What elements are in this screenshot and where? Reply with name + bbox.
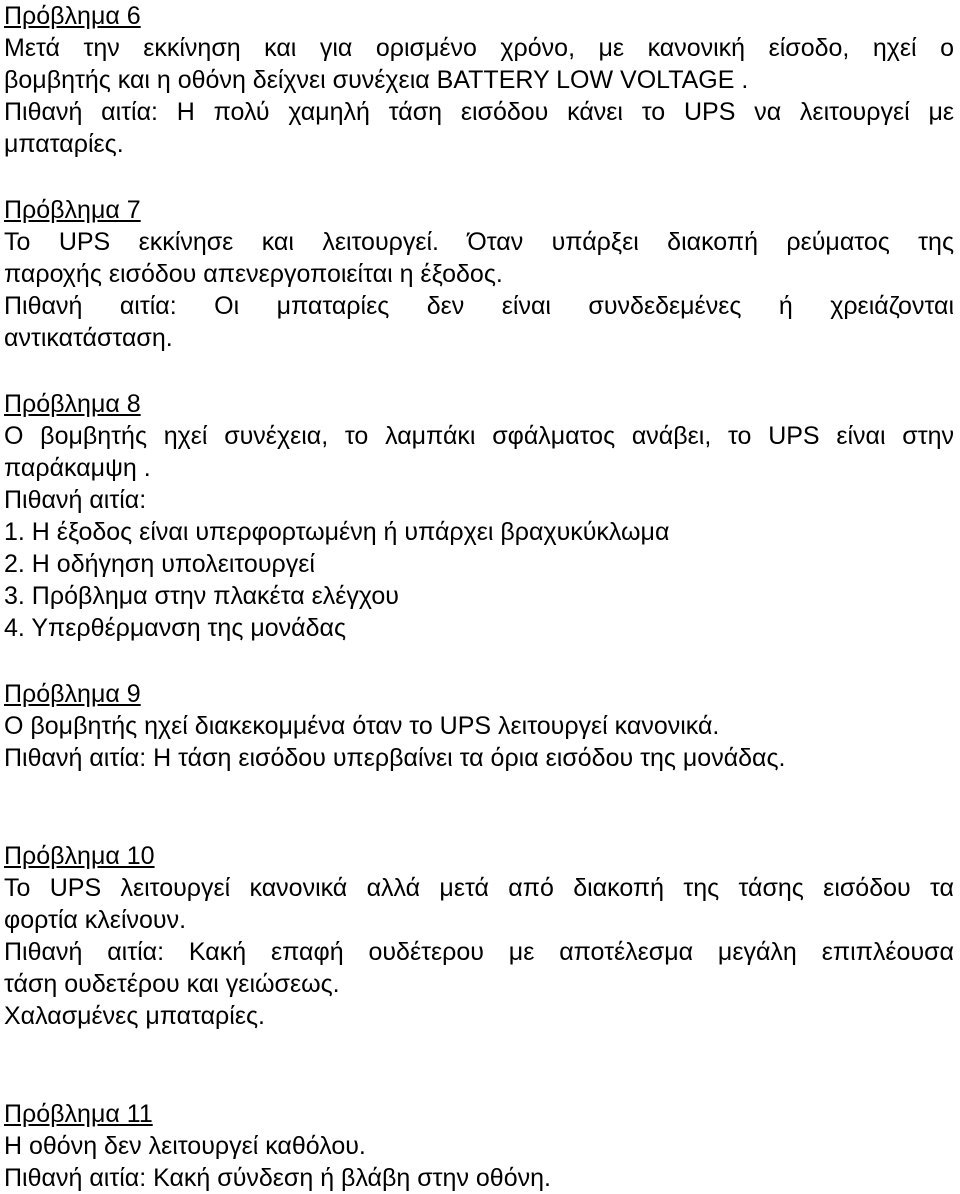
problem-8-description-line-2: παράκαμψη .	[4, 454, 151, 482]
section-spacer	[4, 644, 954, 678]
problem-11-cause-line-1: Πιθανή αιτία: Κακή σύνδεση ή βλάβη στην οθόνη.	[4, 1164, 551, 1192]
problem-8-cause-item-2: 2. Η οδήγηση υπολειτουργεί	[4, 550, 315, 578]
problem-7-cause-line-2: αντικατάσταση.	[4, 324, 173, 352]
problem-8-cause-item-1: 1. Η έξοδος είναι υπερφορτωμένη ή υπάρχει βραχυκύκλωμα	[4, 518, 670, 546]
problem-9-description-line-1: Ο βομβητής ηχεί διακεκομμένα όταν το UPS λειτουργεί κανονικά.	[4, 712, 720, 740]
problem-6-cause-line-2: μπαταρίες.	[4, 130, 124, 158]
problem-7-section	[4, 194, 954, 354]
problem-7-description-line-2: παροχής εισόδου απενεργοποιείται η έξοδος.	[4, 260, 503, 288]
problem-8-cause-item-3: 3. Πρόβλημα στην πλακέτα ελέγχου	[4, 582, 399, 610]
problem-8-section	[4, 388, 954, 644]
problem-7-heading: Πρόβλημα 7	[4, 196, 141, 224]
problem-8-heading: Πρόβλημα 8	[4, 390, 141, 418]
problem-10-section	[4, 840, 954, 1032]
problem-10-cause-line-1: Πιθανή αιτία: Κακή επαφή ουδέτερου με αποτέλεσμα μεγάλη επιπλέουσα	[4, 938, 954, 966]
problem-6-section	[4, 0, 954, 160]
section-spacer	[4, 354, 954, 388]
problem-9-cause-line-1: Πιθανή αιτία: Η τάση εισόδου υπερβαίνει τα όρια εισόδου της μονάδας.	[4, 744, 786, 772]
problem-9-heading: Πρόβλημα 9	[4, 680, 141, 708]
problem-7-description-line-1: Το UPS εκκίνησε και λειτουργεί. Όταν υπάρξει διακοπή ρεύματος της	[4, 228, 954, 256]
problem-8-cause-label: Πιθανή αιτία:	[4, 486, 147, 514]
problem-6-description-line-2: βομβητής και η οθόνη δείχνει συνέχεια BATTERY LOW VOLTAGE .	[4, 66, 749, 94]
problem-6-description-line-1: Μετά την εκκίνηση και για ορισμένο χρόνο, με κανονική είσοδο, ηχεί ο	[4, 34, 954, 62]
problem-10-description-line-2: φορτία κλείνουν.	[4, 906, 187, 934]
section-spacer	[4, 1032, 954, 1098]
problem-8-cause-item-4: 4. Υπερθέρμανση της μονάδας	[4, 614, 346, 642]
problem-10-description-line-1: Το UPS λειτουργεί κανονικά αλλά μετά από διακοπή της τάσης εισόδου τα	[4, 874, 954, 902]
section-spacer	[4, 774, 954, 840]
problem-7-cause-line-1: Πιθανή αιτία: Οι μπαταρίες δεν είναι συνδεδεμένες ή χρειάζονται	[4, 292, 954, 320]
document-page	[4, 0, 954, 1194]
problem-10-cause-line-3: Χαλασμένες μπαταρίες.	[4, 1002, 265, 1030]
problem-10-heading: Πρόβλημα 10	[4, 842, 155, 870]
problem-11-section	[4, 1098, 954, 1194]
problem-11-description-line-1: Η οθόνη δεν λειτουργεί καθόλου.	[4, 1132, 366, 1160]
problem-10-cause-line-2: τάση ουδετέρου και γειώσεως.	[4, 970, 340, 998]
problem-9-section	[4, 678, 954, 774]
problem-6-heading: Πρόβλημα 6	[4, 2, 141, 30]
problem-11-heading: Πρόβλημα 11	[4, 1100, 153, 1128]
problem-8-description-line-1: Ο βομβητής ηχεί συνέχεια, το λαμπάκι σφάλματος ανάβει, το UPS είναι στην	[4, 422, 954, 450]
section-spacer	[4, 160, 954, 194]
problem-6-cause-line-1: Πιθανή αιτία: Η πολύ χαμηλή τάση εισόδου κάνει το UPS να λειτουργεί με	[4, 98, 954, 126]
